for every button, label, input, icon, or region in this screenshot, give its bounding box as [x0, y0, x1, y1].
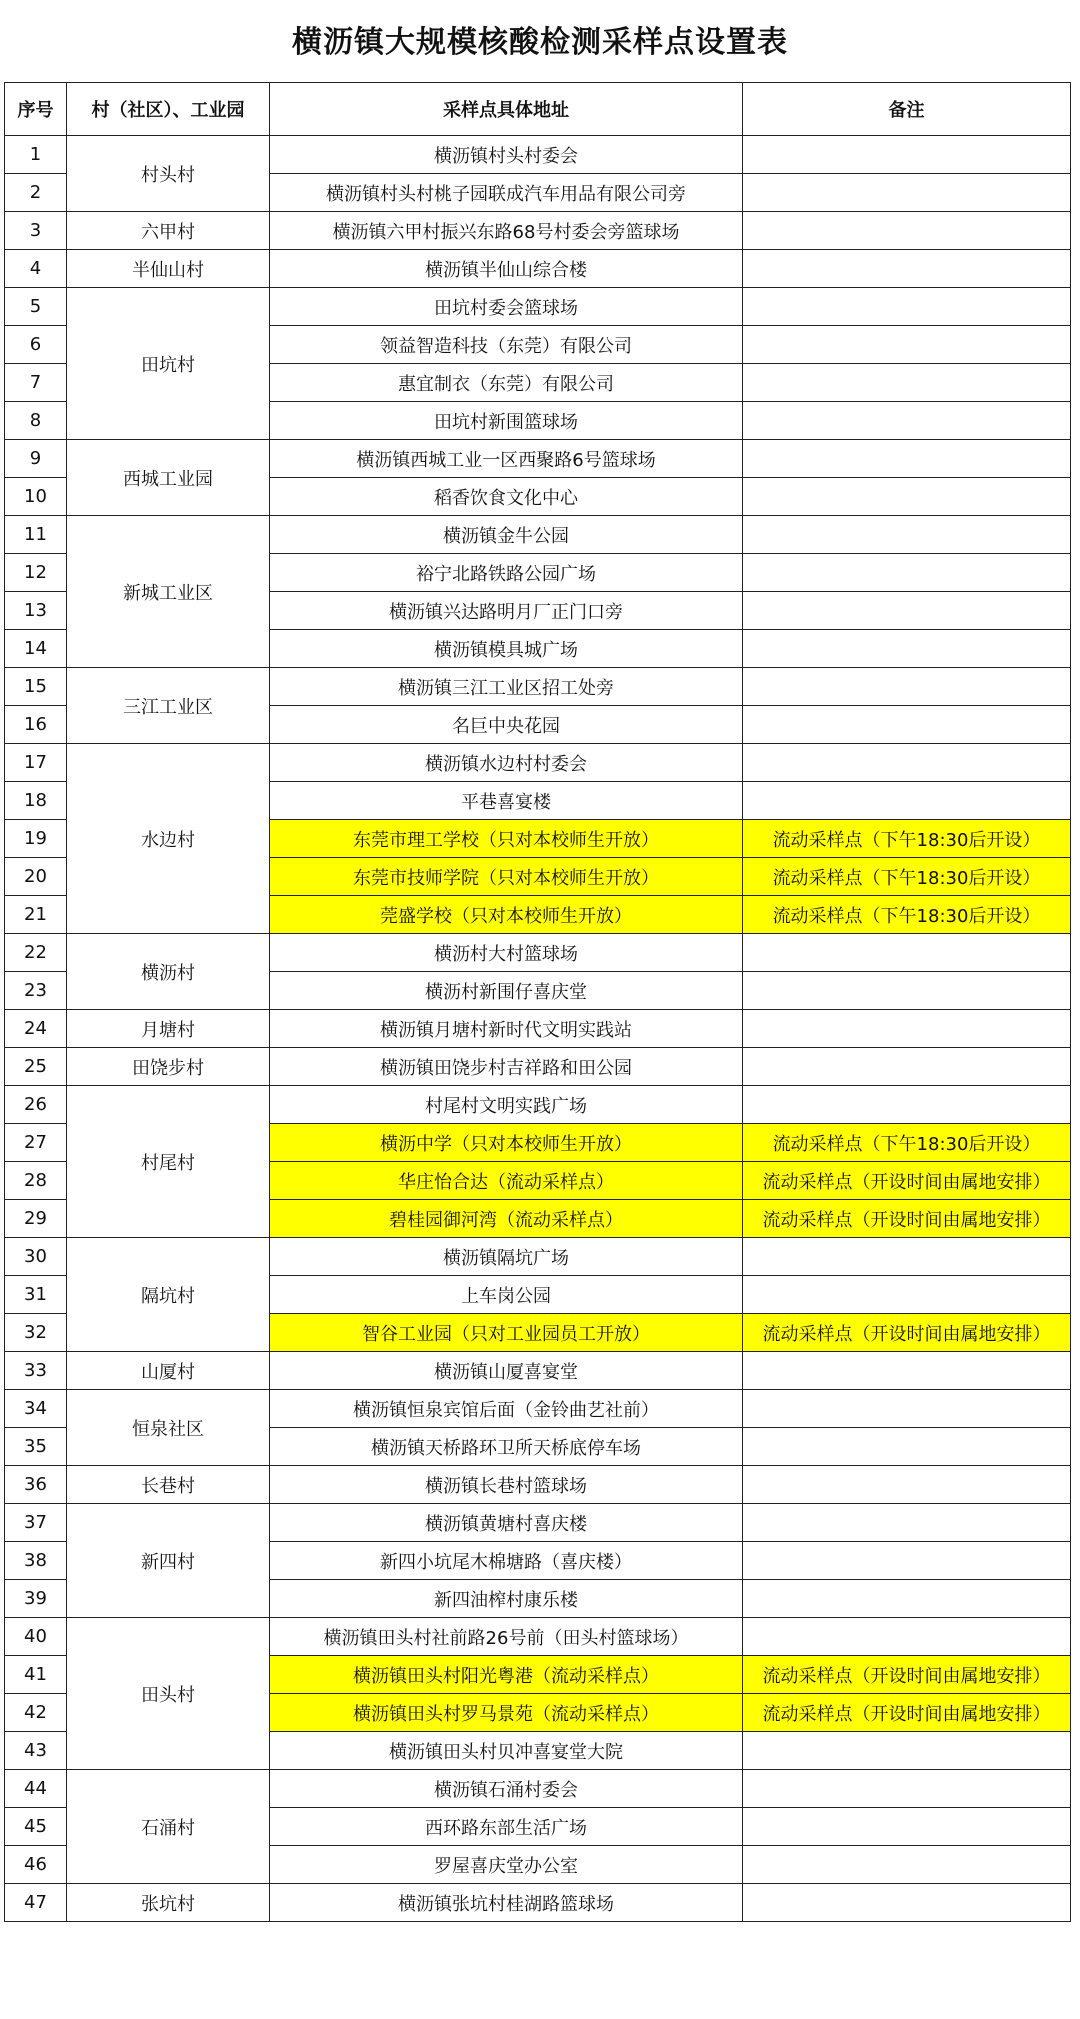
- sampling-address: 惠宜制衣（东莞）有限公司: [270, 364, 743, 402]
- table-row: [5, 934, 1071, 972]
- row-number: 8: [5, 402, 67, 440]
- remark: 流动采样点（下午18:30后开设）: [743, 820, 1071, 858]
- village-name: 半仙山村: [67, 250, 270, 288]
- row-number: 20: [5, 858, 67, 896]
- remark: [743, 744, 1071, 782]
- sampling-address: 横沥镇天桥路环卫所天桥底停车场: [270, 1428, 743, 1466]
- remark: [743, 1846, 1071, 1884]
- sampling-address: 横沥镇田头村社前路26号前（田头村篮球场）: [270, 1618, 743, 1656]
- remark: [743, 402, 1071, 440]
- sampling-address: 碧桂园御河湾（流动采样点）: [270, 1200, 743, 1238]
- table-row: [5, 1086, 1071, 1124]
- sampling-address: 横沥镇兴达路明月厂正门口旁: [270, 592, 743, 630]
- row-number: 29: [5, 1200, 67, 1238]
- sampling-address: 罗屋喜庆堂办公室: [270, 1846, 743, 1884]
- remark: [743, 1770, 1071, 1808]
- sampling-address: 横沥镇石涌村委会: [270, 1770, 743, 1808]
- row-number: 22: [5, 934, 67, 972]
- remark: [743, 630, 1071, 668]
- row-number: 33: [5, 1352, 67, 1390]
- village-name: 三江工业区: [67, 668, 270, 744]
- remark: [743, 1238, 1071, 1276]
- sampling-address: 横沥镇长巷村篮球场: [270, 1466, 743, 1504]
- remark: [743, 1048, 1071, 1086]
- sampling-address: 横沥镇村头村委会: [270, 136, 743, 174]
- sampling-address: 田坑村新围篮球场: [270, 402, 743, 440]
- remark: [743, 212, 1071, 250]
- table-row: [5, 1770, 1071, 1808]
- sampling-address: 横沥镇恒泉宾馆后面（金铃曲艺社前）: [270, 1390, 743, 1428]
- remark: [743, 1732, 1071, 1770]
- sampling-address: 横沥镇半仙山综合楼: [270, 250, 743, 288]
- sampling-address: 莞盛学校（只对本校师生开放）: [270, 896, 743, 934]
- remark: [743, 1390, 1071, 1428]
- row-number: 12: [5, 554, 67, 592]
- sampling-address: 横沥镇黄塘村喜庆楼: [270, 1504, 743, 1542]
- remark: [743, 1618, 1071, 1656]
- row-number: 40: [5, 1618, 67, 1656]
- sampling-address: 横沥镇六甲村振兴东路68号村委会旁篮球场: [270, 212, 743, 250]
- document-title: 横沥镇大规模核酸检测采样点设置表: [292, 25, 788, 60]
- row-number: 28: [5, 1162, 67, 1200]
- row-number: 14: [5, 630, 67, 668]
- row-number: 6: [5, 326, 67, 364]
- remark: 流动采样点（下午18:30后开设）: [743, 1124, 1071, 1162]
- remark: [743, 972, 1071, 1010]
- row-number: 27: [5, 1124, 67, 1162]
- table-row: [5, 1466, 1071, 1504]
- row-number: 19: [5, 820, 67, 858]
- sampling-address: 横沥镇西城工业一区西聚路6号篮球场: [270, 440, 743, 478]
- row-number: 11: [5, 516, 67, 554]
- remark: [743, 1580, 1071, 1618]
- table-row: [5, 1504, 1071, 1542]
- row-number: 42: [5, 1694, 67, 1732]
- table-row: [5, 1352, 1071, 1390]
- remark: [743, 554, 1071, 592]
- header-row: [5, 83, 1071, 136]
- sampling-address: 东莞市理工学校（只对本校师生开放）: [270, 820, 743, 858]
- sampling-address: 横沥村大村篮球场: [270, 934, 743, 972]
- sampling-address: 横沥镇三江工业区招工处旁: [270, 668, 743, 706]
- row-number: 24: [5, 1010, 67, 1048]
- sampling-address: 横沥镇田头村贝冲喜宴堂大院: [270, 1732, 743, 1770]
- row-number: 45: [5, 1808, 67, 1846]
- village-name: 月塘村: [67, 1010, 270, 1048]
- table-row: [5, 1884, 1071, 1922]
- village-name: 水边村: [67, 744, 270, 934]
- row-number: 17: [5, 744, 67, 782]
- remark: [743, 364, 1071, 402]
- row-number: 23: [5, 972, 67, 1010]
- sampling-address: 西环路东部生活广场: [270, 1808, 743, 1846]
- remark: [743, 668, 1071, 706]
- sampling-address: 田坑村委会篮球场: [270, 288, 743, 326]
- row-number: 34: [5, 1390, 67, 1428]
- table-row: [5, 288, 1071, 326]
- village-name: 六甲村: [67, 212, 270, 250]
- sampling-address: 新四油榨村康乐楼: [270, 1580, 743, 1618]
- table-row: [5, 440, 1071, 478]
- table-row: [5, 1048, 1071, 1086]
- village-name: 田饶步村: [67, 1048, 270, 1086]
- row-number: 44: [5, 1770, 67, 1808]
- table-row: [5, 1010, 1071, 1048]
- sampling-address: 横沥镇水边村村委会: [270, 744, 743, 782]
- remark: [743, 592, 1071, 630]
- sampling-address: 横沥中学（只对本校师生开放）: [270, 1124, 743, 1162]
- row-number: 21: [5, 896, 67, 934]
- remark: [743, 136, 1071, 174]
- village-name: 恒泉社区: [67, 1390, 270, 1466]
- table-row: [5, 136, 1071, 174]
- sampling-points-table: [4, 82, 1071, 1922]
- remark: 流动采样点（下午18:30后开设）: [743, 896, 1071, 934]
- row-number: 46: [5, 1846, 67, 1884]
- table-body: [5, 136, 1071, 1922]
- row-number: 41: [5, 1656, 67, 1694]
- row-number: 35: [5, 1428, 67, 1466]
- row-number: 37: [5, 1504, 67, 1542]
- row-number: 18: [5, 782, 67, 820]
- sampling-address: 横沥村新围仔喜庆堂: [270, 972, 743, 1010]
- remark: [743, 1542, 1071, 1580]
- row-number: 10: [5, 478, 67, 516]
- row-number: 38: [5, 1542, 67, 1580]
- remark: [743, 440, 1071, 478]
- sampling-address: 横沥镇田头村罗马景苑（流动采样点）: [270, 1694, 743, 1732]
- remark: 流动采样点（开设时间由属地安排）: [743, 1694, 1071, 1732]
- remark: 流动采样点（开设时间由属地安排）: [743, 1656, 1071, 1694]
- village-name: 山厦村: [67, 1352, 270, 1390]
- remark: [743, 1352, 1071, 1390]
- remark: [743, 1010, 1071, 1048]
- remark: [743, 326, 1071, 364]
- sampling-address: 华庄怡合达（流动采样点）: [270, 1162, 743, 1200]
- remark: [743, 706, 1071, 744]
- sampling-address: 稻香饮食文化中心: [270, 478, 743, 516]
- remark: [743, 1504, 1071, 1542]
- row-number: 47: [5, 1884, 67, 1922]
- village-name: 石涌村: [67, 1770, 270, 1884]
- village-name: 隔坑村: [67, 1238, 270, 1352]
- table-row: [5, 516, 1071, 554]
- sampling-address: 智谷工业园（只对工业园员工开放）: [270, 1314, 743, 1352]
- sampling-address: 上车岗公园: [270, 1276, 743, 1314]
- village-name: 长巷村: [67, 1466, 270, 1504]
- village-name: 横沥村: [67, 934, 270, 1010]
- sampling-address: 横沥镇金牛公园: [270, 516, 743, 554]
- remark: [743, 1428, 1071, 1466]
- row-number: 36: [5, 1466, 67, 1504]
- row-number: 13: [5, 592, 67, 630]
- sampling-address: 横沥镇村头村桃子园联成汽车用品有限公司旁: [270, 174, 743, 212]
- remark: [743, 1276, 1071, 1314]
- table-row: [5, 1390, 1071, 1428]
- header-note: 备注: [743, 83, 1071, 136]
- village-name: 张坑村: [67, 1884, 270, 1922]
- sampling-address: 横沥镇张坑村桂湖路篮球场: [270, 1884, 743, 1922]
- remark: [743, 250, 1071, 288]
- remark: [743, 1466, 1071, 1504]
- row-number: 15: [5, 668, 67, 706]
- header-no: 序号: [5, 83, 67, 136]
- village-name: 田头村: [67, 1618, 270, 1770]
- table-row: [5, 212, 1071, 250]
- row-number: 39: [5, 1580, 67, 1618]
- row-number: 30: [5, 1238, 67, 1276]
- row-number: 16: [5, 706, 67, 744]
- sampling-address: 横沥镇田头村阳光粤港（流动采样点）: [270, 1656, 743, 1694]
- remark: [743, 174, 1071, 212]
- village-name: 西城工业园: [67, 440, 270, 516]
- sampling-address: 横沥镇月塘村新时代文明实践站: [270, 1010, 743, 1048]
- remark: 流动采样点（开设时间由属地安排）: [743, 1200, 1071, 1238]
- row-number: 9: [5, 440, 67, 478]
- remark: 流动采样点（开设时间由属地安排）: [743, 1162, 1071, 1200]
- remark: [743, 1884, 1071, 1922]
- remark: [743, 288, 1071, 326]
- table-row: [5, 250, 1071, 288]
- header-address: 采样点具体地址: [270, 83, 743, 136]
- row-number: 43: [5, 1732, 67, 1770]
- village-name: 新城工业区: [67, 516, 270, 668]
- remark: [743, 782, 1071, 820]
- row-number: 2: [5, 174, 67, 212]
- row-number: 31: [5, 1276, 67, 1314]
- sampling-address: 横沥镇山厦喜宴堂: [270, 1352, 743, 1390]
- row-number: 32: [5, 1314, 67, 1352]
- row-number: 3: [5, 212, 67, 250]
- village-name: 新四村: [67, 1504, 270, 1618]
- sampling-address: 新四小坑尾木棉塘路（喜庆楼）: [270, 1542, 743, 1580]
- sampling-address: 领益智造科技（东莞）有限公司: [270, 326, 743, 364]
- table-row: [5, 1238, 1071, 1276]
- row-number: 4: [5, 250, 67, 288]
- remark: [743, 1086, 1071, 1124]
- sampling-address: 平巷喜宴楼: [270, 782, 743, 820]
- row-number: 5: [5, 288, 67, 326]
- row-number: 25: [5, 1048, 67, 1086]
- remark: 流动采样点（开设时间由属地安排）: [743, 1314, 1071, 1352]
- remark: [743, 516, 1071, 554]
- sampling-address: 横沥镇隔坑广场: [270, 1238, 743, 1276]
- sampling-address: 东莞市技师学院（只对本校师生开放）: [270, 858, 743, 896]
- header-village: 村（社区）、工业园: [67, 83, 270, 136]
- remark: [743, 478, 1071, 516]
- table-row: [5, 744, 1071, 782]
- remark: [743, 1808, 1071, 1846]
- sampling-address: 横沥镇田饶步村吉祥路和田公园: [270, 1048, 743, 1086]
- village-name: 田坑村: [67, 288, 270, 440]
- village-name: 村尾村: [67, 1086, 270, 1238]
- sampling-address: 裕宁北路铁路公园广场: [270, 554, 743, 592]
- sampling-address: 村尾村文明实践广场: [270, 1086, 743, 1124]
- row-number: 26: [5, 1086, 67, 1124]
- village-name: 村头村: [67, 136, 270, 212]
- row-number: 7: [5, 364, 67, 402]
- sampling-address: 名巨中央花园: [270, 706, 743, 744]
- remark: [743, 934, 1071, 972]
- remark: 流动采样点（下午18:30后开设）: [743, 858, 1071, 896]
- sampling-address: 横沥镇模具城广场: [270, 630, 743, 668]
- row-number: 1: [5, 136, 67, 174]
- table-row: [5, 1618, 1071, 1656]
- table-row: [5, 668, 1071, 706]
